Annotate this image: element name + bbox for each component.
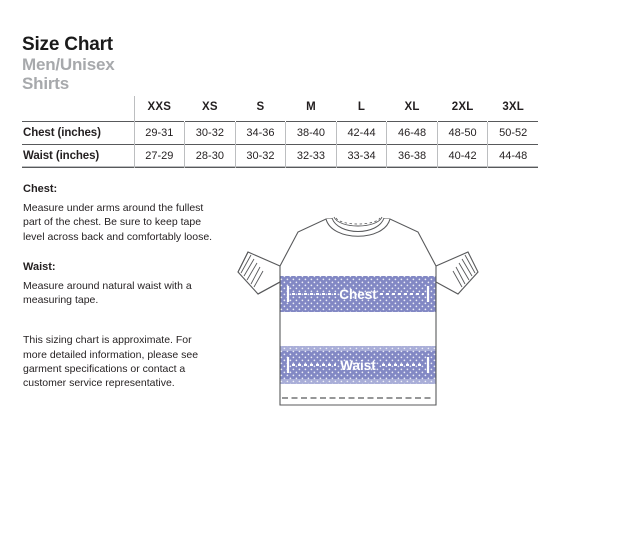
column-header-2xl: 2XL bbox=[451, 101, 474, 113]
cell-chest-m: 38-40 bbox=[286, 122, 337, 145]
left-sleeve-underarm bbox=[258, 282, 280, 294]
cell-chest-l: 42-44 bbox=[336, 122, 387, 145]
right-sleeve-outline bbox=[436, 252, 478, 294]
page-subtitle-line1: Men/Unisex bbox=[22, 55, 115, 75]
size-table-body bbox=[22, 122, 538, 168]
cell-waist-xs: 28-30 bbox=[185, 145, 236, 168]
sizing-disclaimer: This sizing chart is approximate. For more detailed information, please see garment specifications or contact a customer service representative. bbox=[23, 334, 199, 390]
cell-waist-3xl: 44-48 bbox=[488, 145, 538, 168]
table-row-chest bbox=[22, 122, 538, 145]
chest-band-label: Chest bbox=[339, 287, 377, 302]
cell-waist-2xl: 40-42 bbox=[437, 145, 488, 168]
size-table-header-row bbox=[22, 96, 538, 122]
table-row-waist bbox=[22, 145, 538, 168]
cell-chest-3xl: 50-52 bbox=[488, 122, 538, 145]
page-subtitle-line2: Shirts bbox=[22, 74, 69, 94]
cell-chest-s: 34-36 bbox=[235, 122, 286, 145]
cell-waist-l: 33-34 bbox=[336, 145, 387, 168]
column-header-xxs: XXS bbox=[134, 96, 185, 122]
column-header-s: S bbox=[256, 101, 265, 113]
cell-chest-2xl: 48-50 bbox=[437, 122, 488, 145]
cell-chest-xs: 30-32 bbox=[185, 122, 236, 145]
column-header-xl: XL bbox=[404, 101, 420, 113]
column-header-xs: XS bbox=[201, 101, 218, 113]
waist-band-top-edge bbox=[272, 346, 448, 351]
shirt-diagram bbox=[232, 212, 484, 412]
waist-band-bottom-edge bbox=[272, 379, 448, 384]
column-header-l: L bbox=[357, 101, 366, 113]
cell-chest-xl: 46-48 bbox=[387, 122, 438, 145]
tshirt-illustration-svg bbox=[232, 212, 484, 412]
page-title: Size Chart bbox=[22, 34, 113, 55]
table-corner-cell bbox=[22, 96, 134, 122]
waist-instructions: Measure around natural waist with a measuring tape. bbox=[23, 280, 192, 307]
column-header-m: M bbox=[306, 101, 316, 113]
cell-waist-m: 32-33 bbox=[286, 145, 337, 168]
table-bottom-divider bbox=[22, 166, 538, 167]
cell-chest-xxs: 29-31 bbox=[134, 122, 185, 145]
cell-waist-s: 30-32 bbox=[235, 145, 286, 168]
size-table bbox=[22, 96, 538, 168]
waist-band-label: Waist bbox=[340, 358, 376, 373]
row-label-chest: Chest (inches) bbox=[23, 127, 101, 139]
chest-heading: Chest: bbox=[23, 183, 58, 195]
waist-heading: Waist: bbox=[23, 260, 56, 273]
measurement-instructions bbox=[23, 182, 213, 390]
cell-waist-xl: 36-38 bbox=[387, 145, 438, 168]
column-header-3xl: 3XL bbox=[502, 101, 525, 113]
cell-waist-xxs: 27-29 bbox=[134, 145, 185, 168]
size-table-head bbox=[22, 96, 538, 122]
row-label-waist: Waist (inches) bbox=[23, 150, 100, 162]
page-title-block bbox=[22, 34, 114, 93]
chest-instructions: Measure under arms around the fullest part of the chest. Be sure to keep tape level across back and comfortably loose. bbox=[23, 202, 213, 243]
info-spacer bbox=[23, 323, 213, 333]
